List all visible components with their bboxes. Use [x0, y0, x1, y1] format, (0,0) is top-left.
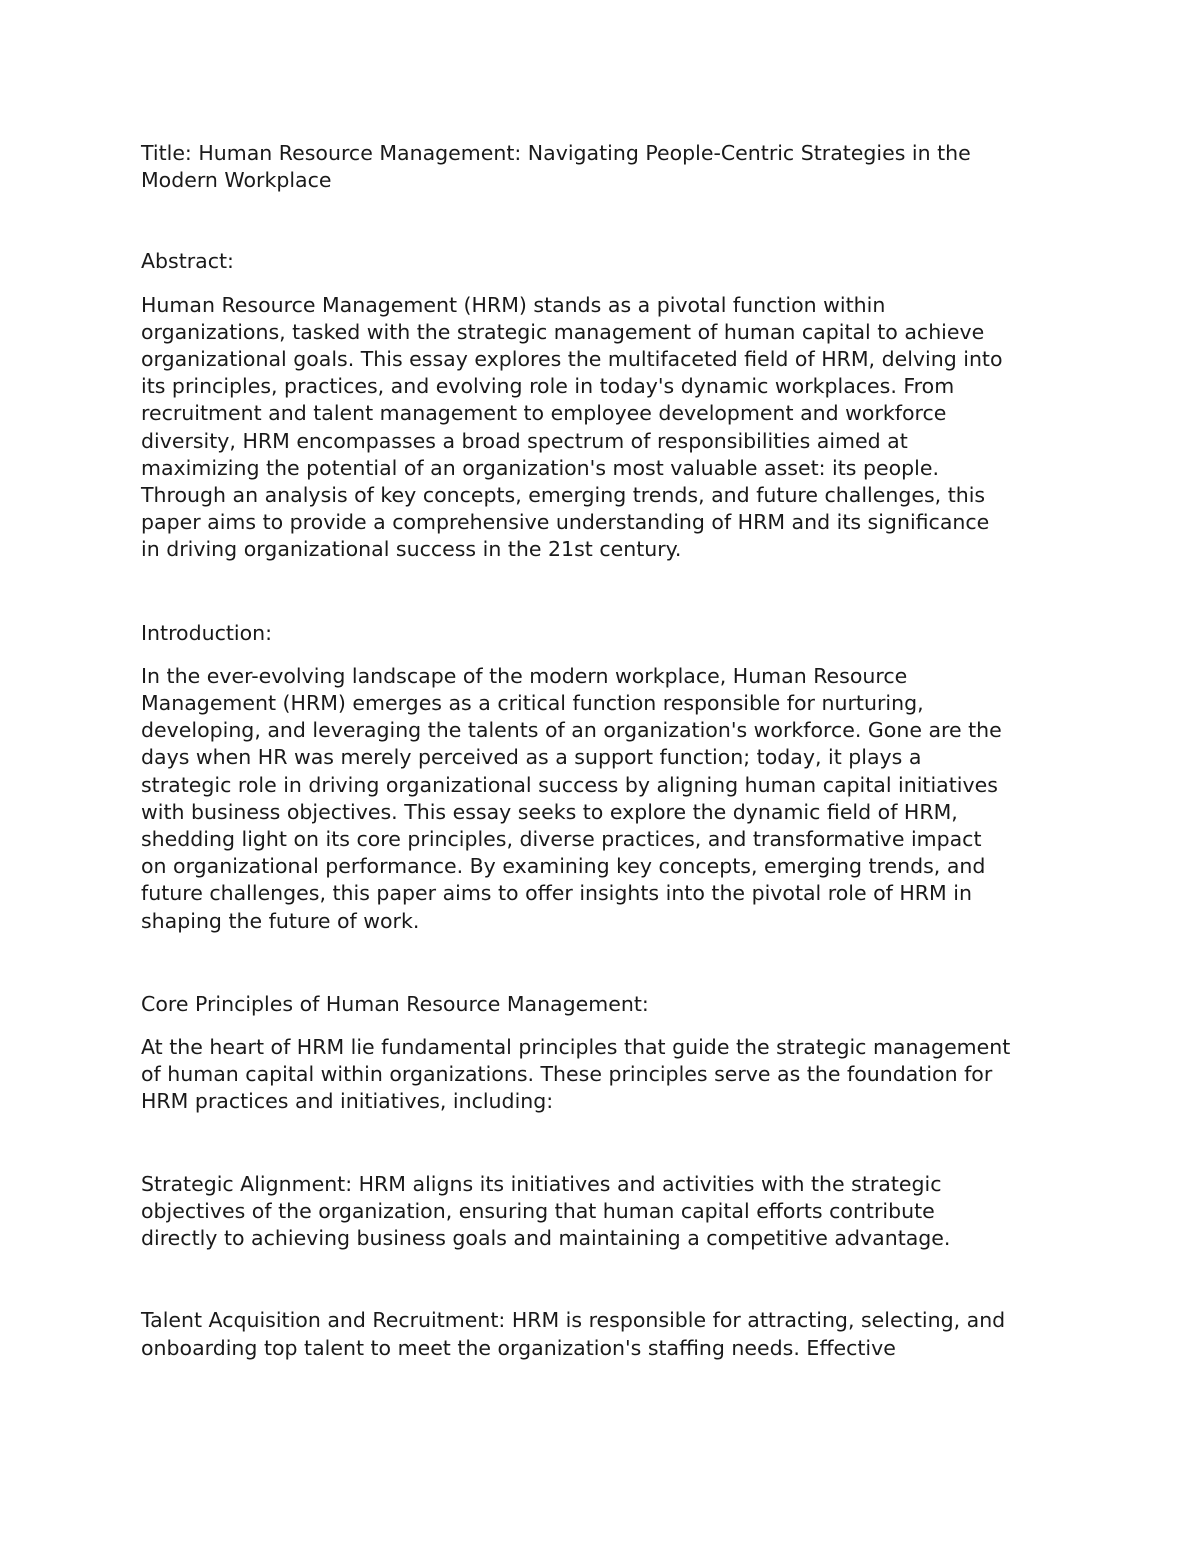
core-principles-paragraph: At the heart of HRM lie fundamental principles that guide the strategic management of human capital within organizations. These principles serve as the foundation for HRM practices and initiatives, including: [141, 1035, 1011, 1114]
strategic-alignment-paragraph: Strategic Alignment: HRM aligns its initiatives and activities with the strategic objectives of the organization, ensuring that human capital efforts contribute directly to achieving business goals and maintaining a competitive advantage. [141, 1171, 951, 1251]
talent-acquisition-paragraph: Talent Acquisition and Recruitment: HRM is responsible for attracting, selecting, and onboarding top talent to meet the organization's staffing needs. Effective [141, 1308, 1006, 1360]
document-title: Title: Human Resource Management: Navigating People-Centric Strategies in the Modern Workplace [141, 141, 971, 193]
abstract-paragraph: Human Resource Management (HRM) stands as a pivotal function within organizations, tasked with the strategic management of human capital to achieve organizational goals. This essay explores the multifaceted field of HRM, delving into its principles, practices, and evolving role in today's dynamic workplaces. From recruitment and talent management to employee development and workforce diversity, HRM encompasses a broad spectrum of responsibilities aimed at maximizing the potential of an organization's most valuable asset: its people. Through an analysis of key concepts, emerging trends, and future challenges, this paper aims to provide a comprehensive understanding of HRM and its significance in driving organizational success in the 21st century. [141, 292, 1003, 562]
introduction-paragraph: In the ever-evolving landscape of the modern workplace, Human Resource Management (HRM) emerges as a critical function responsible for nurturing, developing, and leveraging the talents of an organization's workforce. Gone are the days when HR was merely perceived as a support function; today, it plays a strategic role in driving organizational success by aligning human capital initiatives with business objectives. This essay seeks to explore the dynamic field of HRM, shedding light on its core principles, diverse practices, and transformative impact on organizational performance. By examining key concepts, emerging trends, and future challenges, this paper aims to offer insights into the pivotal role of HRM in shaping the future of work. [141, 663, 1002, 933]
abstract-heading: Abstract: [141, 249, 234, 274]
document-body [141, 140, 1066, 1362]
core-principles-heading: Core Principles of Human Resource Management: [141, 991, 649, 1016]
introduction-heading: Introduction: [141, 620, 273, 645]
